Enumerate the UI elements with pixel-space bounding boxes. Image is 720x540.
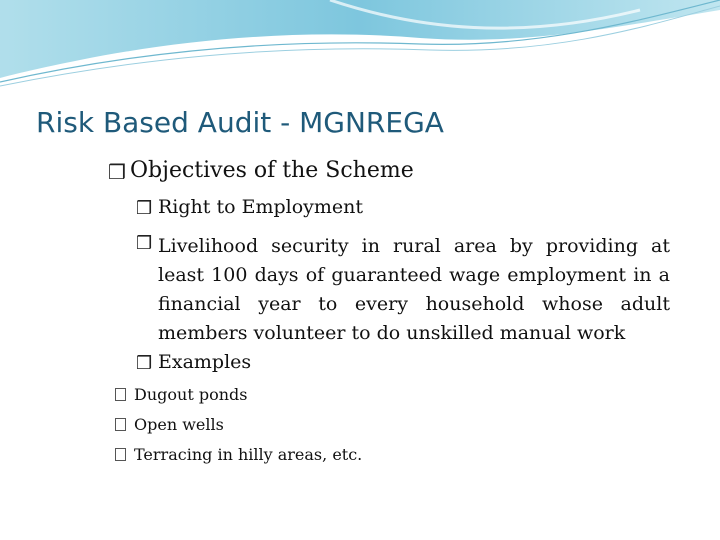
example-label: Dugout ponds <box>134 385 248 404</box>
square-bullet-icon <box>115 388 126 401</box>
bullet-icon: ❒ <box>136 233 153 254</box>
slide-title: Risk Based Audit - MGNREGA <box>36 106 444 139</box>
example-item <box>115 445 362 464</box>
bullet-right-to-employment: Right to Employment <box>158 196 364 218</box>
square-bullet-icon <box>115 418 126 431</box>
bullet-icon: ❒ <box>136 353 153 374</box>
objectives-heading: Objectives of the Scheme <box>130 158 414 183</box>
bullet-icon: ❒ <box>136 198 153 219</box>
decorative-wave-banner <box>0 0 720 90</box>
examples-heading: Examples <box>158 351 252 373</box>
example-label: Terracing in hilly areas, etc. <box>134 445 363 464</box>
example-item <box>115 385 247 404</box>
bullet-livelihood-security: Livelihood security in rural area by providing at least 100 days of guaranteed wage employment in a financial year to every household whose adult members volunteer to do unskilled manual work <box>158 235 670 344</box>
square-bullet-icon <box>115 448 126 461</box>
bullet-icon: ❒ <box>108 160 126 184</box>
example-item <box>115 415 224 434</box>
example-label: Open wells <box>134 415 224 434</box>
